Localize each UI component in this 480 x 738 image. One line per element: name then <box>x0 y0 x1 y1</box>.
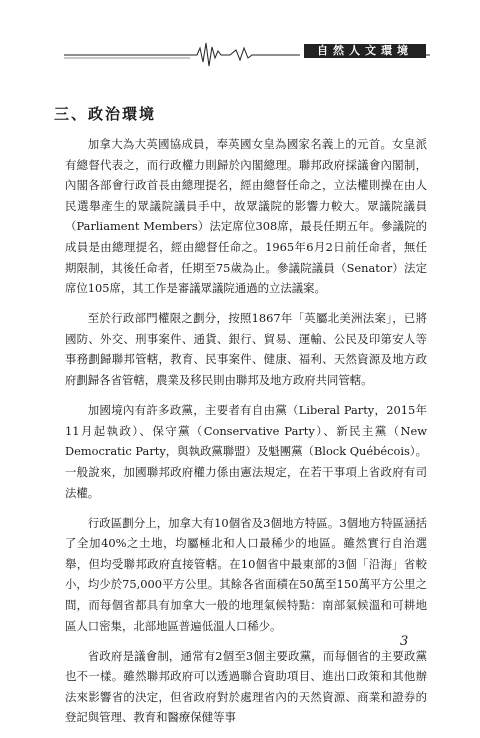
paragraph-head-of-state: 加拿大為大英國協成員，奉英國女皇為國家名義上的元首。女皇派有總督代表之，而行政權力則歸於內閣總理。聯邦政府採議會內閣制，內閣各部會行政首長由總理提名，經由總督任命之，立法權則操在由人民選舉產生的眾議院議員手中，故眾議院的影響力較大。眾議院議員（Parliament Members）法定席位308席，最長任期五年。參議院的成員是由總理提名，經由總督任命之。1965年6月2日前任命者，無任期限制，其後任命者，任期至75歲為止。參議院議員（Senator）法定席位105席，其工作是審議眾議院通過的立法議案。 <box>65 137 427 296</box>
paragraph-political-parties: 加國境內有許多政黨，主要者有自由黨（Liberal Party，2015年11月起執政）、保守黨（Conservative Party）、新民主黨（New Democratic Party，與執政黨聯盟）及魁團黨（Block Québécois）。一般說來，加國聯邦政府權力係由憲法規定，在若干事項上省政府有司法權。 <box>65 403 427 500</box>
page-number: 3 <box>400 634 409 649</box>
body-text <box>65 134 427 738</box>
paragraph-division-of-powers: 至於行政部門權限之劃分，按照1867年「英屬北美洲法案」，已將國防、外交、刑事案件、通貨、銀行、貿易、運輸、公民及印第安人等事務劃歸聯邦管轄，教育、民事案件、健康、福利、天然資源及地方政府劃歸各省管轄，農業及移民則由聯邦及地方政府共同管轄。 <box>65 311 427 388</box>
paragraph-provincial-government: 省政府是議會制，通常有2個至3個主要政黨，而每個省的主要政黨也不一樣。雖然聯邦政府可以透過聯合資助項目、進出口政策和其他辦法來影響省的決定，但省政府對於處理省內的天然資源、商業和證券的登記與管理、教育和醫療保健等事 <box>65 648 427 725</box>
section-heading: 三、政治環境 <box>54 105 157 123</box>
header-title: 自然人文環境 <box>304 44 426 58</box>
paragraph-administrative-divisions: 行政區劃分上，加拿大有10個省及3個地方特區。3個地方特區涵括了全加40%之土地，均屬極北和人口最稀少的地區。雖然實行自治選舉，但均受聯邦政府直接管轄。在10個省中最東部的3個「沿海」省較小，均少於75,000平方公里。其餘各省面積在50萬至150萬平方公里之間，而每個省都具有加拿大一般的地理氣候特點：南部氣候溫和可耕地區人口密集，北部地區普遍低溫人口稀少。 <box>65 515 427 633</box>
running-header <box>0 0 480 90</box>
